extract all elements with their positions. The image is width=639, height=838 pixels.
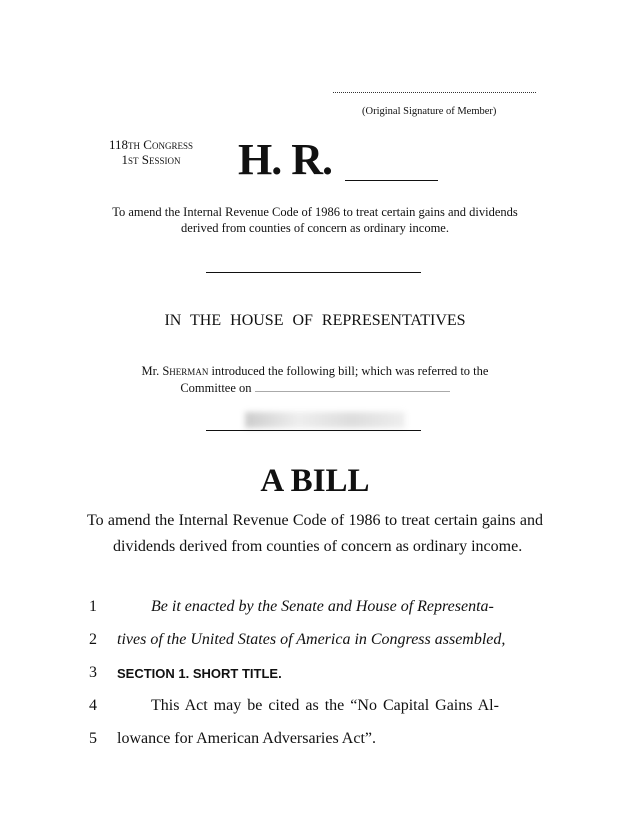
- long-title-text: To amend the Internal Revenue Code of 1986 to treat certain gains and dividends derived from counties of concern as ordinary income.: [87, 512, 543, 555]
- committee-blank: [255, 391, 450, 392]
- long-title: [87, 508, 543, 560]
- section-text: This Act may be cited as the “No Capital Gains Al-: [151, 697, 499, 714]
- house-heading: IN THE HOUSE OF REPRESENTATIVES: [164, 312, 466, 329]
- committee-label: Committee on: [180, 381, 252, 395]
- session: 1st Session: [121, 152, 181, 167]
- line-number: 2: [89, 631, 97, 648]
- line-number: 5: [89, 730, 97, 747]
- bill-number-blank: [345, 180, 438, 181]
- bill-body: [0, 596, 639, 796]
- congress-number: 118th Congress: [109, 137, 193, 152]
- introduction: [100, 363, 530, 397]
- section-heading: SECTION 1. SHORT TITLE.: [117, 666, 282, 681]
- enacting-clause-cont: tives of the United States of America in Congress assembled,: [117, 631, 506, 648]
- bill-heading: A BILL: [260, 463, 370, 499]
- signature-label: (Original Signature of Member): [362, 106, 497, 117]
- signature-line: [333, 92, 536, 93]
- congress-session: [86, 137, 216, 167]
- line-number: 1: [89, 598, 97, 615]
- enacting-clause: Be it enacted by the Senate and House of Representa-: [151, 598, 494, 615]
- sponsor-title: Mr.: [141, 364, 160, 378]
- divider: [206, 272, 421, 273]
- section-text-cont: lowance for American Adversaries Act”.: [117, 730, 377, 747]
- line-number: 3: [89, 664, 97, 681]
- intro-text: introduced the following bill; which was referred to the: [211, 364, 489, 378]
- line-number: 4: [89, 697, 97, 714]
- bill-number: H. R.: [238, 135, 332, 184]
- divider: [206, 430, 421, 431]
- short-purpose: To amend the Internal Revenue Code of 1986 to treat certain gains and dividends derived from counties of concern as ordinary income.: [112, 205, 518, 235]
- sponsor-name: Sherman: [162, 364, 209, 378]
- redacted-stamp: [245, 412, 405, 428]
